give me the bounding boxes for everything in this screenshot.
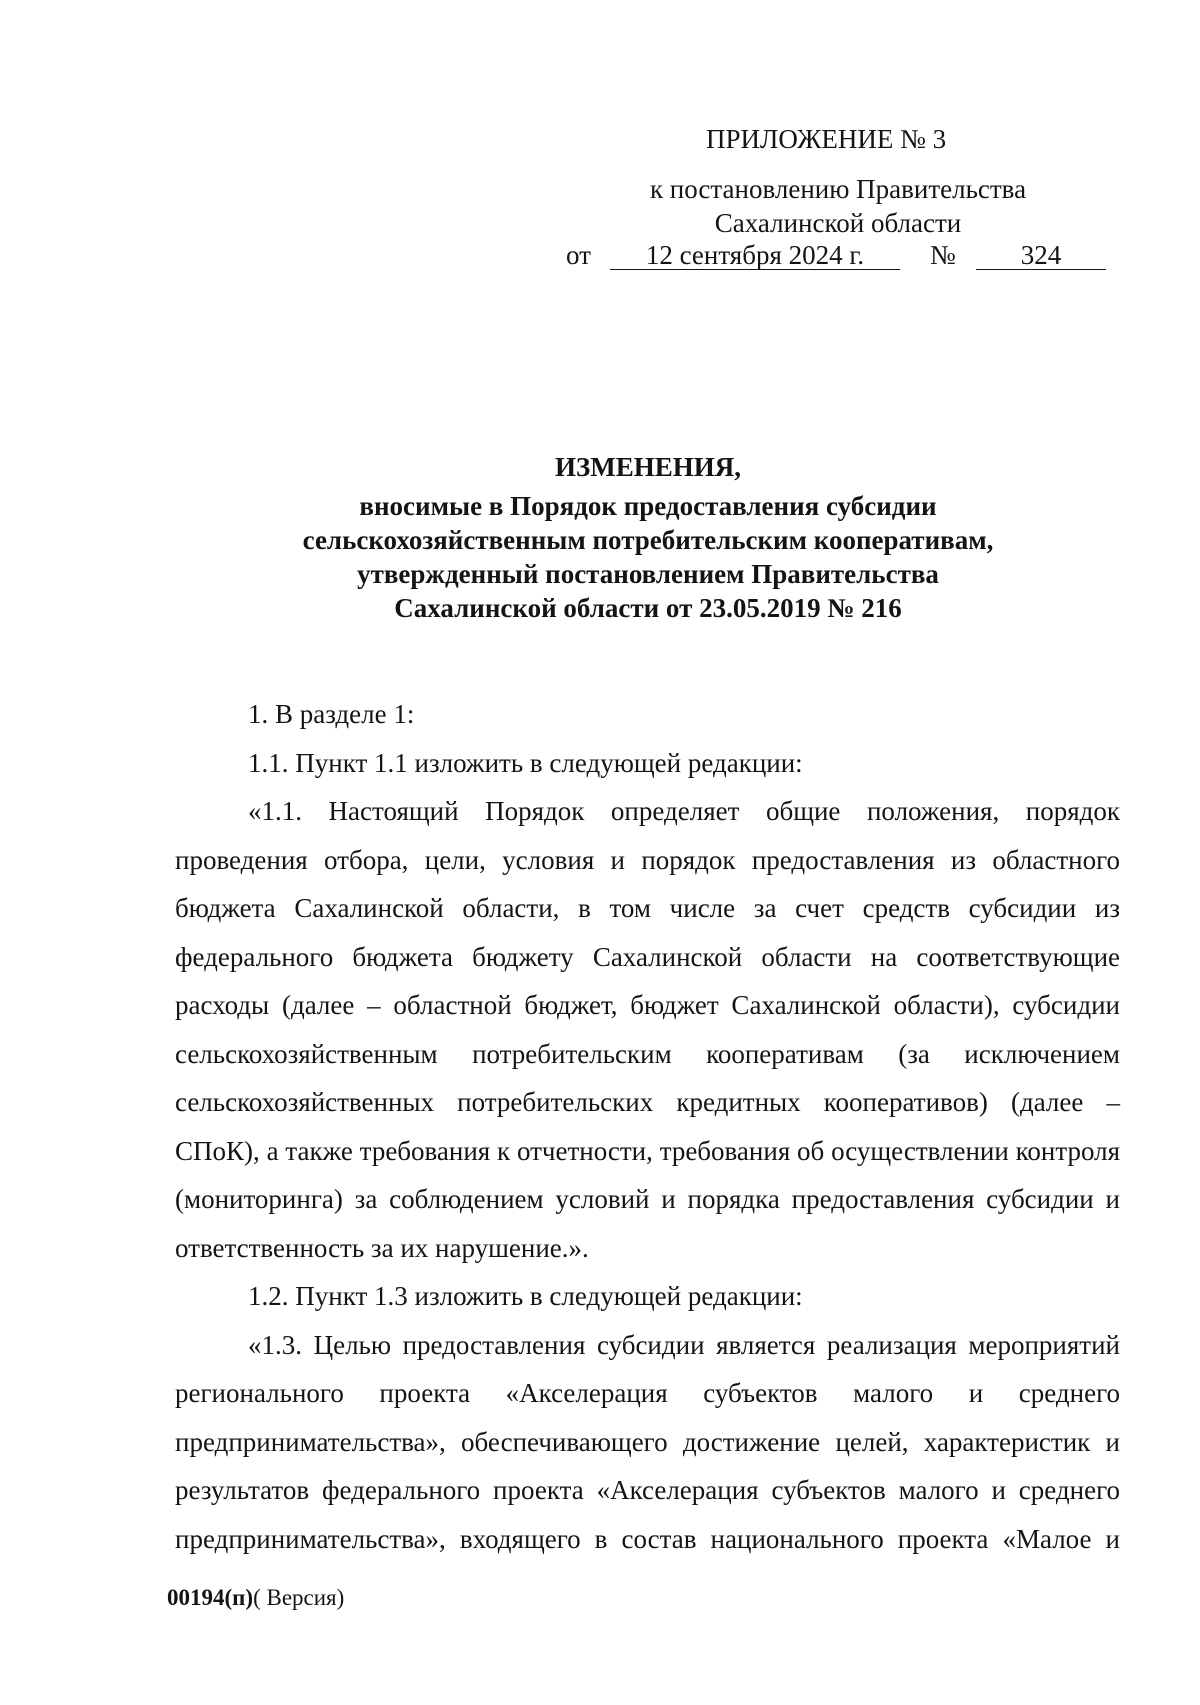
- paragraph-item-1-1: 1.1. Пункт 1.1 изложить в следующей редакции:: [248, 747, 803, 778]
- date-prefix: от: [566, 240, 591, 270]
- document-version: ( Версия): [253, 1585, 345, 1610]
- appendix-ref-line-2: Сахалинской области: [714, 208, 962, 238]
- number-prefix: №: [930, 240, 956, 270]
- title-line-3: утвержденный постановлением Правительства: [357, 559, 939, 589]
- title-line-2: сельскохозяйственным потребительским кооперативам,: [302, 525, 994, 555]
- appendix-reference: [600, 172, 1076, 240]
- document-footer: [167, 1583, 344, 1613]
- date-field: 12 сентября 2024 г.: [610, 238, 900, 270]
- document-body: [175, 690, 1120, 1563]
- appendix-ref-line-1: к постановлению Правительства: [649, 174, 1027, 204]
- paragraph-text-1-3: «1.3. Целью предоставления субсидии является реализация мероприятий регионального проекта «Акселерация субъектов малого и среднего предпринимательства», обеспечивающего достижение целей, характеристик и результатов федерального проекта «Акселерация субъектов малого и среднего предпринимательства», входящего в состав национального проекта «Малое и: [175, 1329, 1120, 1554]
- document-title: ИЗМЕНЕНИЯ,: [554, 452, 741, 482]
- paragraph-text-1-1: «1.1. Настоящий Порядок определяет общие положения, порядок проведения отбора, цели, условия и порядок предоставления из областного бюджета Сахалинской области, в том числе за счет средств субсидии из федерального бюджета бюджету Сахалинской области на соответствующие расходы (далее – областной бюджет, бюджет Сахалинской области), субсидии сельскохозяйственным потребительским кооперативам (за исключением сельскохозяйственных потребительских кредитных кооперативов) (далее – СПоК), а также требования к отчетности, требования об осуществлении контроля (мониторинга) за соблюдением условий и порядка предоставления субсидии и ответственность за их нарушение.».: [175, 796, 1120, 1263]
- title-line-4: Сахалинской области от 23.05.2019 № 216: [394, 593, 902, 623]
- number-field: 324: [976, 238, 1106, 270]
- appendix-title: ПРИЛОЖЕНИЕ № 3: [706, 124, 947, 154]
- paragraph-item-1-2: 1.2. Пункт 1.3 изложить в следующей редакции:: [248, 1281, 803, 1311]
- paragraph-section-1: 1. В разделе 1:: [248, 699, 415, 729]
- title-line-1: вносимые в Порядок предоставления субсидии: [359, 491, 937, 521]
- document-code: 00194(п): [167, 1585, 254, 1610]
- document-title-block: [160, 450, 1136, 625]
